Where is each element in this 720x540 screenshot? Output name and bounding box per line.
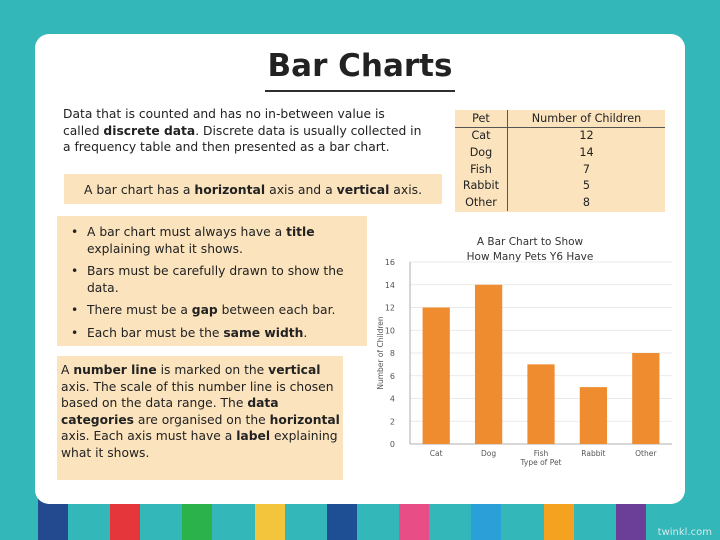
text-run: .: [303, 325, 308, 340]
table-cell-count: 14: [579, 145, 594, 159]
y-tick-label: 4: [389, 394, 395, 404]
bold-term: title: [286, 225, 315, 239]
bold-term: gap: [191, 303, 218, 317]
text-run: axis.: [389, 182, 423, 197]
chart-title: How Many Pets Y6 Have: [466, 251, 594, 263]
table-header-count: Number of Children: [507, 110, 665, 127]
x-tick-label: Other: [635, 449, 657, 458]
table-cell-pet: Rabbit: [455, 177, 507, 194]
text-run: A bar chart has a: [83, 182, 195, 197]
table-cell-pet: Dog: [455, 144, 507, 161]
text-run: . Discrete data is usually collected in a frequency table and then presented as a bar chart.: [63, 123, 422, 154]
text-run: axis and a: [265, 182, 337, 197]
text-run: between each bar.: [217, 303, 336, 317]
bold-term: horizontal: [269, 412, 340, 427]
slide-card: [35, 34, 685, 504]
chart-title: A Bar Chart to Show: [476, 236, 584, 248]
table-cell-pet: Fish: [455, 161, 507, 178]
bold-term: horizontal: [194, 182, 266, 197]
table-cell-count: 8: [582, 195, 591, 209]
bullet-icon: •: [71, 303, 79, 317]
bold-term: vertical: [336, 182, 390, 197]
bold-term: same width: [223, 325, 304, 340]
table-cell-count: 7: [582, 162, 591, 176]
x-axis-label: Type of Pet: [520, 458, 562, 467]
y-tick-label: 10: [384, 326, 395, 336]
text-run: Data that is counted and has no in-between value is called: [63, 107, 385, 138]
bullet-icon: •: [71, 325, 79, 340]
table-cell-pet: Cat: [455, 127, 507, 144]
bold-term: data categories: [61, 396, 279, 427]
x-tick-label: Fish: [533, 449, 549, 458]
bar: [580, 387, 607, 444]
bar: [475, 285, 502, 444]
y-tick-label: 0: [389, 440, 395, 449]
bar: [527, 364, 554, 444]
bold-term: label: [236, 429, 271, 443]
text-run: There must be a: [87, 303, 192, 317]
page-title: Bar Charts: [267, 48, 453, 84]
table-cell-count: 5: [582, 179, 591, 193]
bar: [632, 353, 659, 444]
x-tick-label: Rabbit: [581, 449, 606, 458]
y-tick-label: 8: [389, 349, 395, 358]
x-tick-label: Dog: [481, 449, 497, 458]
text-run: A: [61, 363, 74, 377]
y-tick-label: 6: [389, 371, 395, 381]
y-tick-label: 16: [384, 258, 395, 267]
text-run: explaining what it shows.: [61, 429, 338, 460]
y-tick-label: 14: [384, 280, 395, 290]
bold-term: vertical: [268, 363, 321, 377]
pets-bar-chart: [35, 34, 685, 504]
bar: [423, 308, 450, 445]
bold-term: number line: [73, 363, 157, 377]
text-run: A bar chart must always have a: [87, 225, 287, 239]
text-run: Each bar must be the: [87, 325, 224, 340]
bullet-icon: •: [71, 264, 79, 278]
bullet-icon: •: [71, 225, 79, 239]
watermark: twinkl.com: [657, 527, 712, 538]
text-run: are organised on the: [134, 412, 270, 427]
text-run: Bars must be carefully drawn to show the data.: [87, 264, 344, 295]
table-cell-pet: Other: [455, 194, 507, 211]
y-tick-label: 2: [389, 417, 395, 427]
y-axis-label: Number of Children: [376, 316, 385, 390]
text-run: is marked on the: [156, 363, 269, 377]
text-run: explaining what it shows.: [87, 241, 243, 256]
table-header-pet: Pet: [455, 110, 507, 127]
x-tick-label: Cat: [429, 449, 443, 458]
y-tick-label: 12: [384, 303, 395, 313]
text-run: axis. Each axis must have a: [61, 429, 237, 443]
bold-term: discrete data: [103, 123, 196, 138]
table-cell-count: 12: [579, 129, 594, 143]
text-run: axis. The scale of this number line is chosen based on the data range. The: [61, 379, 334, 410]
